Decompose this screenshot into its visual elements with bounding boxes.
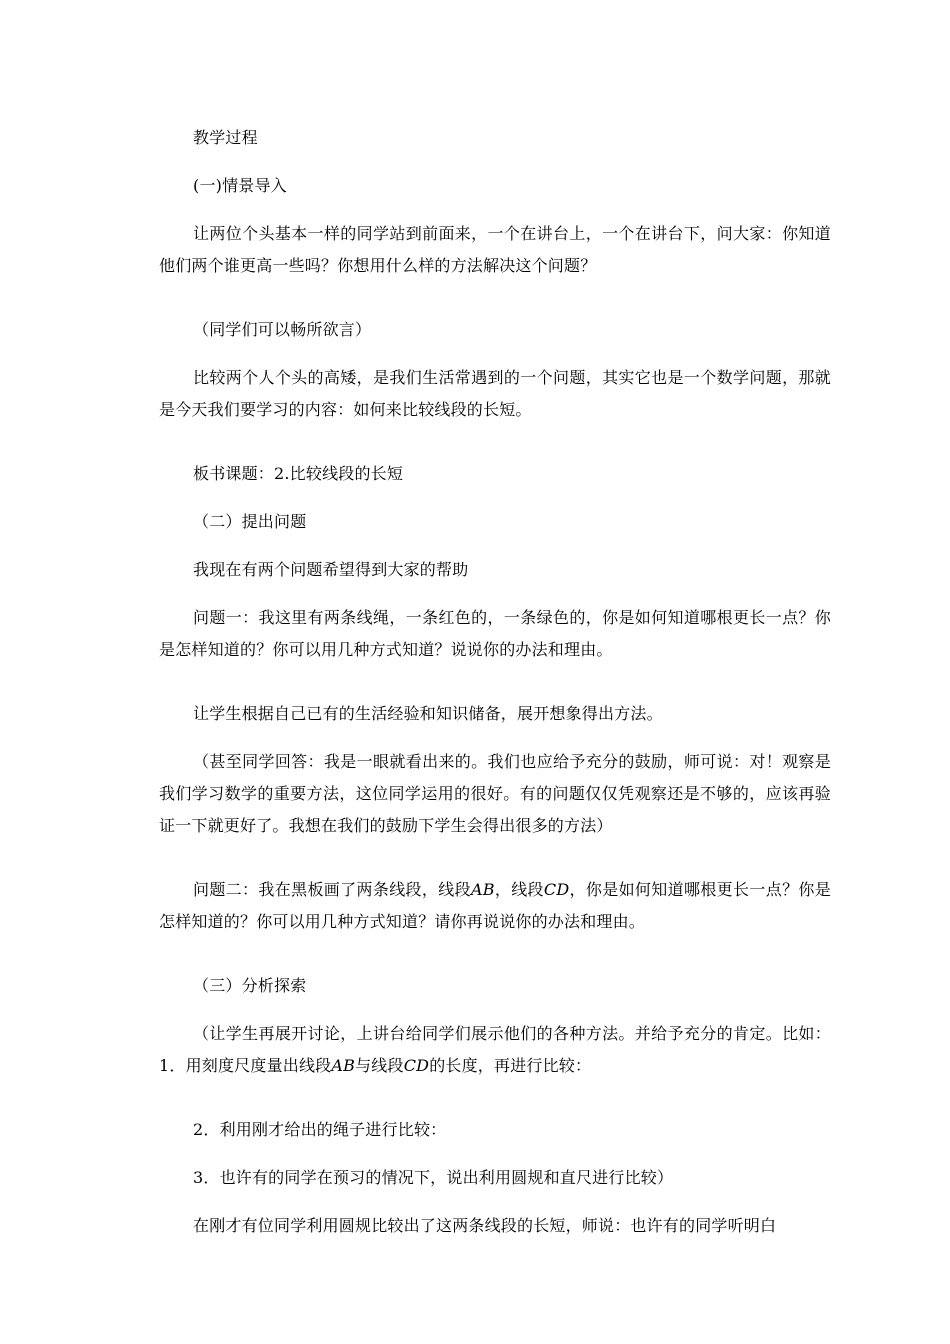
q2-text-b: ，线段 [494, 880, 544, 899]
paragraph-observation: （甚至同学回答：我是一眼就看出来的。我们也应给予充分的鼓励，师可说：对！观察是我们学习数学的重要方法，这位同学运用的很好。有的问题仅仅凭观察还是不够的，应该再验证一下就更好了。我想在我们的鼓励下学生会得出很多的方法） [159, 752, 831, 835]
heading-teaching-process: 教学过程 [193, 128, 258, 147]
segment-ab-2: AB [331, 1056, 356, 1075]
paragraph-students: 让学生根据自己已有的生活经验和知识储备，展开想象得出方法。 [193, 704, 663, 723]
section-heading-1: (一)情景导入 [193, 176, 287, 195]
paragraph-intro: 让两位个头基本一样的同学站到前面来，一个在讲台上，一个在讲台下，问大家：你知道他们两个谁更高一些吗？你想用什么样的方法解决这个问题？ [159, 224, 831, 275]
paragraph-question-1: 问题一：我这里有两条线绳，一条红色的，一条绿色的，你是如何知道哪根更长一点？你是怎样知道的？你可以用几种方式知道？说说你的办法和理由。 [159, 608, 831, 659]
paragraph-method-3: 3．也许有的同学在预习的情况下，说出利用圆规和直尺进行比较） [193, 1168, 674, 1187]
paragraph-method-2: 2．利用刚才给出的绳子进行比较： [193, 1120, 447, 1139]
paragraph-question-2 [159, 874, 831, 938]
discussion-text-b: 与线段 [355, 1056, 404, 1075]
paragraph-compare: 比较两个人个头的高矮，是我们生活常遇到的一个问题，其实它也是一个数学问题，那就是今天我们要学习的内容：如何来比较线段的长短。 [159, 368, 831, 419]
discussion-text-c: 的长度，再进行比较： [429, 1056, 592, 1075]
q2-text-c: ，你是如何知道哪根更长一点？你是怎样知道的？你可以用几种方式知道？请你再说说你的办法和理由。 [159, 880, 831, 931]
section-heading-2: （二）提出问题 [193, 512, 307, 531]
paragraph-compass: 在刚才有位同学利用圆规比较出了这两条线段的长短，师说：也许有的同学听明白 [193, 1216, 777, 1235]
segment-ab: AB [470, 880, 495, 899]
paragraph-help: 我现在有两个问题希望得到大家的帮助 [193, 560, 469, 579]
paragraph-discussion [159, 1018, 831, 1082]
segment-cd-2: CD [403, 1056, 430, 1075]
paragraph-board-title: 板书课题：2.比较线段的长短 [193, 464, 404, 483]
discussion-text-a: （让学生再展开讨论，上讲台给同学们展示他们的各种方法。并给予充分的肯定。比如：1．用刻度尺度量出线段 [159, 1024, 831, 1075]
paragraph-note: （同学们可以畅所欲言） [193, 320, 372, 339]
segment-cd: CD [543, 880, 570, 899]
q2-text-a: 问题二：我在黑板画了两条线段，线段 [193, 880, 471, 899]
section-heading-3: （三）分析探索 [193, 976, 307, 995]
